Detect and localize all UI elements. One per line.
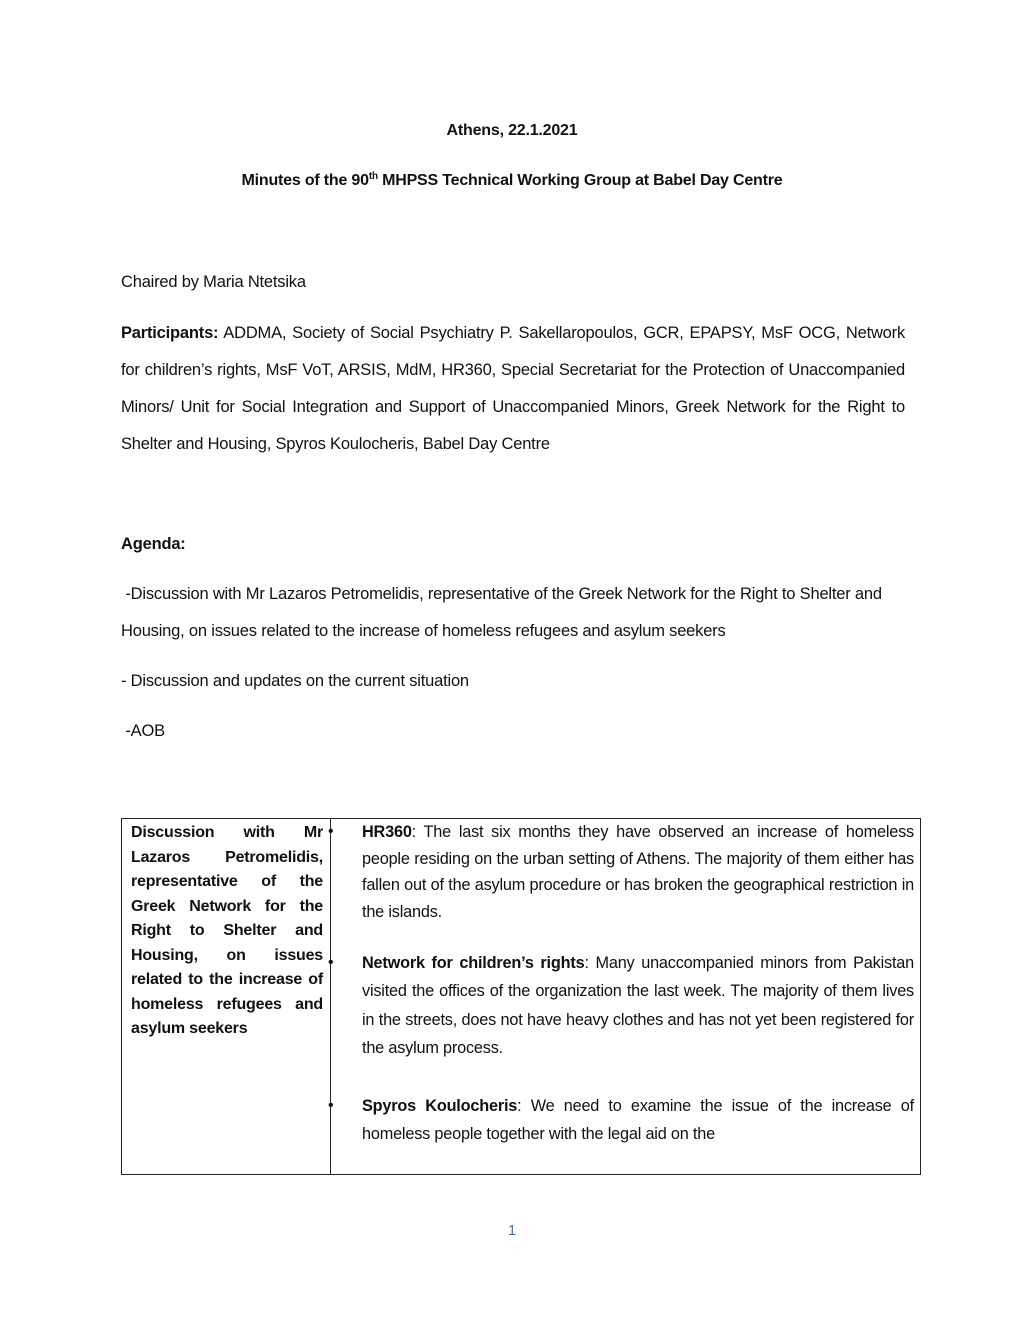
- agenda-heading: Agenda:: [121, 535, 186, 553]
- agenda-item: -AOB: [121, 722, 165, 740]
- table-notes-cell: [328, 819, 914, 1149]
- title-suffix: MHPSS Technical Working Group at Babel Day Centre: [377, 172, 783, 189]
- bullet-text: : The last six months they have observed an increase of homeless people residing on the urban setting of Athens. The majority of them either has fallen out of the asylum procedure or has broken the geographical restriction in the islands.: [362, 823, 914, 921]
- chair-line: Chaired by Maria Ntetsika: [121, 273, 306, 291]
- discussion-table: [121, 818, 921, 1175]
- document-date: Athens, 22.1.2021: [446, 122, 578, 139]
- agenda-item: - Discussion and updates on the current situation: [121, 672, 469, 690]
- title-superscript: th: [368, 171, 378, 182]
- list-item: [328, 949, 914, 1062]
- participants-list: ADDMA, Society of Social Psychiatry P. Sakellaropoulos, GCR, EPAPSY, MsF OCG, Network for children’s rights, MsF VoT, ARSIS, MdM, HR360, Special Secretariat for the Protection of Unaccompanied Minors/ Unit for Social Integration and Support of Unaccompanied Minors, Greek Network for the Right to Shelter and Housing, Spyros Koulocheris, Babel Day Centre: [121, 324, 905, 453]
- bullet-speaker: HR360: [362, 823, 412, 841]
- agenda-item: -Discussion with Mr Lazaros Petromelidis, representative of the Greek Network for the Right to Shelter and Housing, on issues related to the increase of homeless refugees and asylum seekers: [121, 585, 887, 640]
- list-item: [328, 1092, 914, 1149]
- table-topic-cell: Discussion with Mr Lazaros Petromelidis, representative of the Greek Network for the Right to Shelter and Housing, on issues related to the increase of homeless refugees and asylum seekers: [131, 824, 323, 1037]
- bullet-icon: •: [328, 823, 334, 840]
- bullet-text: : We need to examine the issue of the increase of homeless people together with the legal aid on the: [362, 1097, 914, 1144]
- participants-paragraph: [121, 315, 905, 463]
- list-item: [328, 819, 914, 925]
- bullet-text: : Many unaccompanied minors from Pakistan visited the offices of the organization the last week. The majority of them lives in the streets, does not have heavy clothes and has not yet been registered for the asylum process.: [362, 954, 914, 1057]
- table-column-divider: [328, 819, 334, 1174]
- document-title: [0, 172, 1024, 190]
- bullet-speaker: Spyros Koulocheris: [362, 1097, 518, 1116]
- title-prefix: Minutes of the 90: [241, 172, 369, 189]
- bullet-icon: •: [328, 1097, 334, 1115]
- bullet-icon: •: [328, 954, 334, 971]
- page-number: 1: [507, 1222, 517, 1239]
- bullet-speaker: Network for children’s rights: [362, 954, 585, 972]
- participants-label: Participants:: [121, 324, 219, 342]
